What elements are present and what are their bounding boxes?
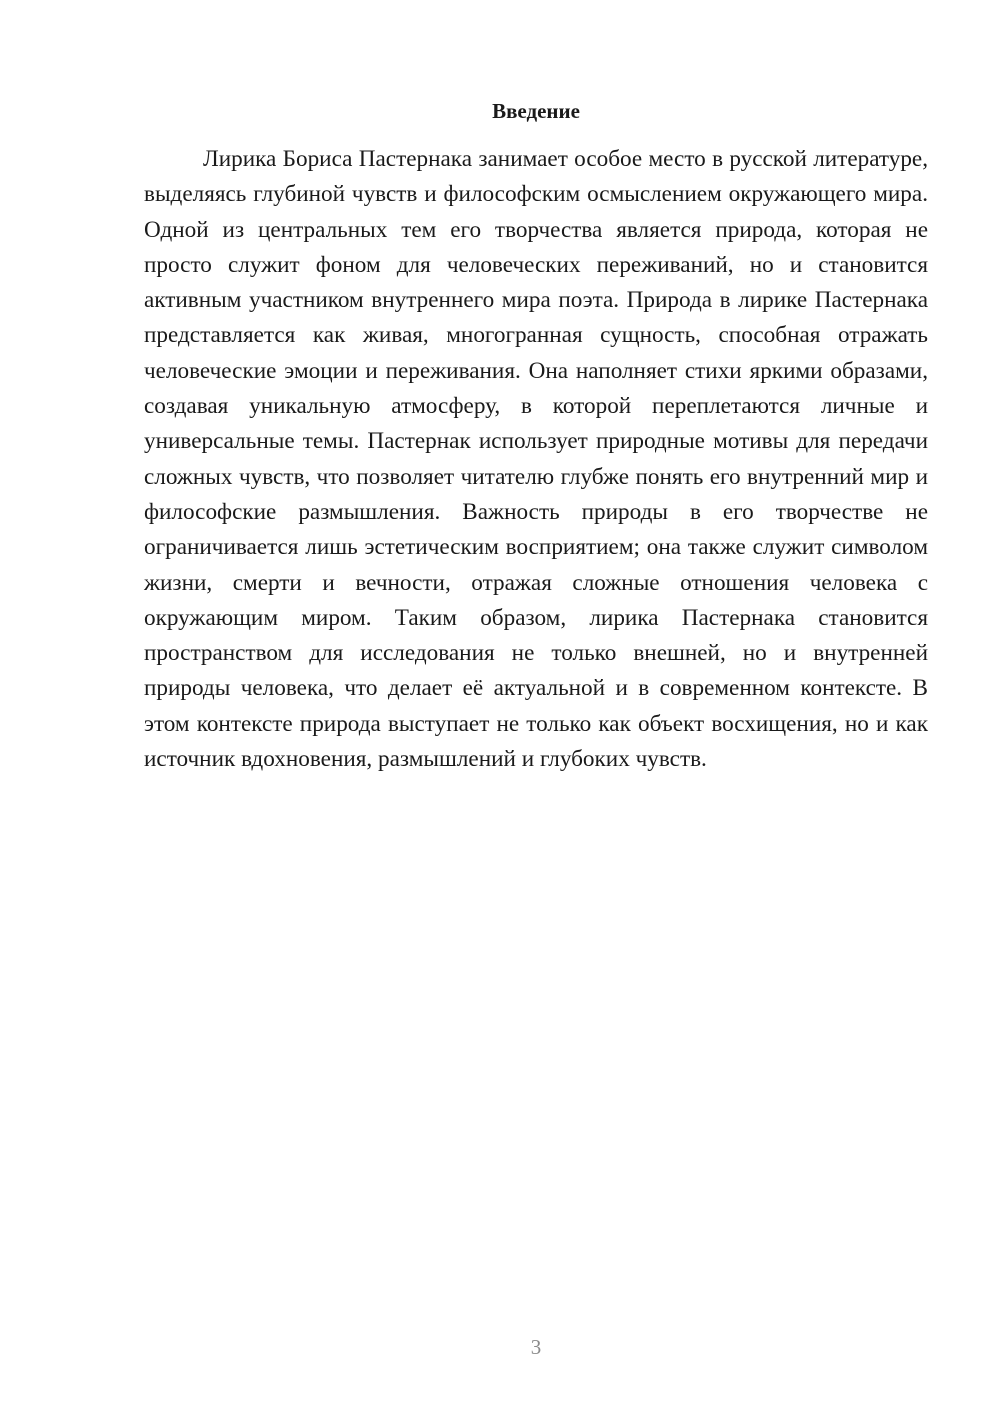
- body-paragraph: Лирика Бориса Пастернака занимает особое место в русской литературе, выделяясь глубиной чувств и философским осмыслением окружающего мира. Одной из центральных тем его творчества является природа, которая не просто служит фоном для человеческих переживаний, но и становится активным участником внутреннего мира поэта. Природа в лирике Пастернака представляется как живая, многогранная сущность, способная отражать человеческие эмоции и переживания. Она наполняет стихи яркими образами, создавая уникальную атмосферу, в которой переплетаются личные и универсальные темы. Пастернак использует природные мотивы для передачи сложных чувств, что позволяет читателю глубже понять его внутренний мир и философские размышления. Важность природы в его творчестве не ограничивается лишь эстетическим восприятием; она также служит символом жизни, смерти и вечности, отражая сложные отношения человека с окружающим миром. Таким образом, лирика Пастернака становится пространством для исследования не только внешней, но и внутренней природы человека, что делает её актуальной и в современном контексте. В этом контексте природа выступает не только как объект восхищения, но и как источник вдохновения, размышлений и глубоких чувств.: [144, 146, 928, 773]
- page-number: 3: [530, 1335, 542, 1359]
- section-heading: Введение: [492, 99, 580, 123]
